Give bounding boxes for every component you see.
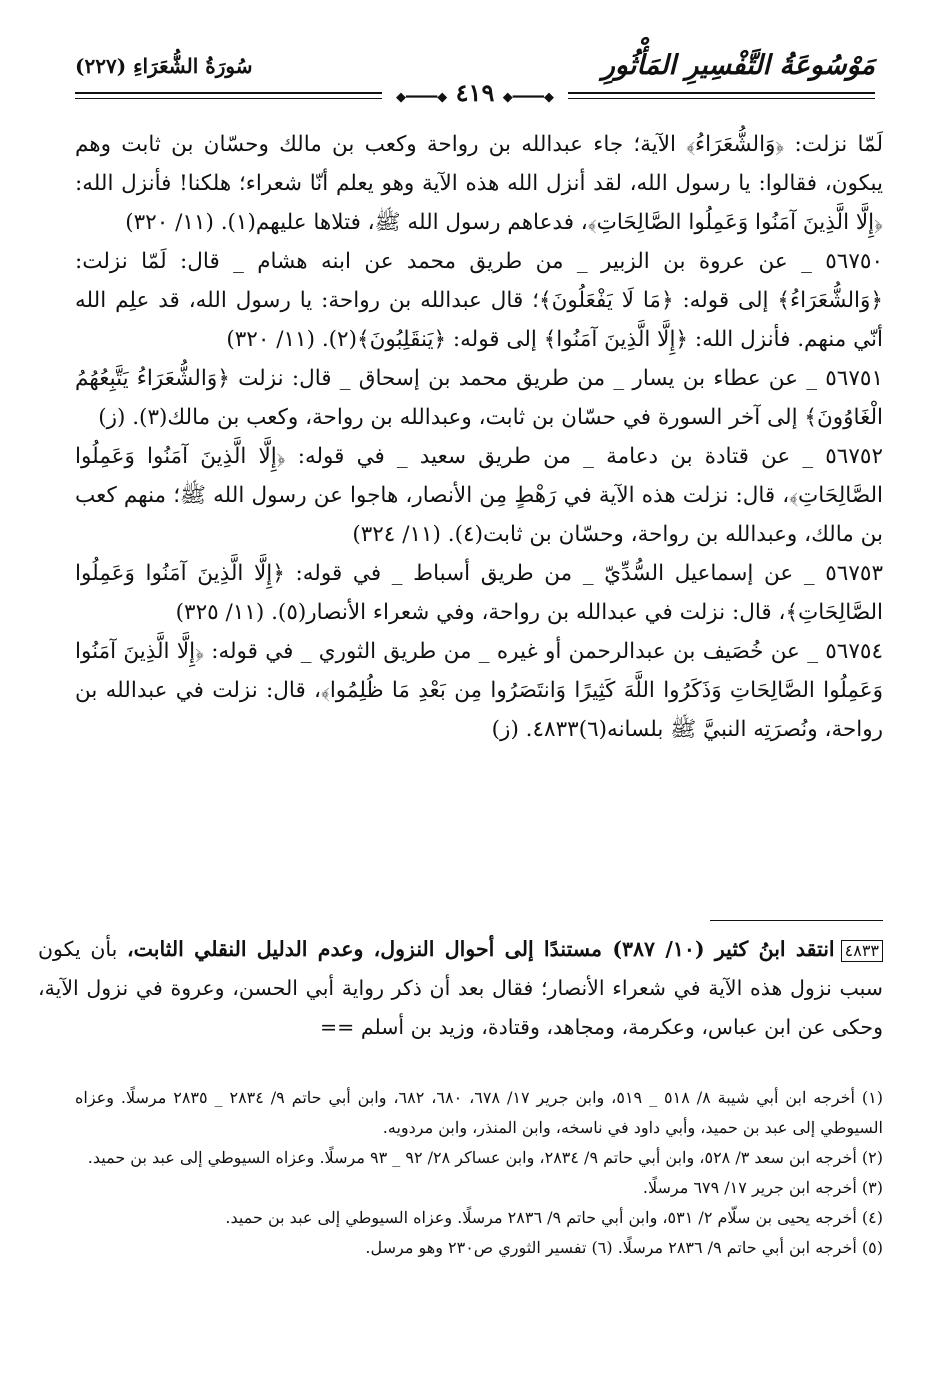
note-lead: انتقد ابنُ كثير (١٠/ ٣٨٧) مستندًا إلى أحوال النزول، وعدم الدليل النقلي الثابت،	[127, 937, 835, 961]
paragraph: ٥٦٧٥٠ _ عن عروة بن الزبير _ من طريق محمد عن ابنه هشام _ قال: لَمّا نزلت: ﴿وَالشُّعَرَاءُ﴾ إلى قوله: ﴿مَا لَا يَفْعَلُونَ﴾؛ قال عبدالله بن رواحة: يا رسول الله، قد علِم الله أنّي منهم. فأنزل الله: ﴿إِلَّا الَّذِينَ آمَنُوا﴾ إلى قوله: ﴿يَنقَلِبُونَ﴾(٢). (١١/ ٣٢٠)	[75, 249, 883, 352]
book-title: مَوْسُوعَةُ التَّفْسِيرِ المَأْثُورِ	[601, 50, 875, 81]
paragraph: ٥٦٧٥٢ _ عن قتادة بن دعامة _ من طريق سعيد _ في قوله: ﴿إِلَّا الَّذِينَ آمَنُوا وَعَمِلُوا الصَّالِحَاتِ﴾، قال: نزلت هذه الآية في رَهْطٍ مِن الأنصار، هاجوا عن رسول الله ﷺ؛ منهم كعب بن مالك، وعبدالله بن رواحة، وحسّان بن ثابت(٤). (١١/ ٣٢٤)	[75, 444, 883, 547]
note-text: بأن يكون سبب نزول هذه الآية في شعراء الأنصار؛ فقال بعد أن ذكر رواية أبي الحسن، وعروة في نزول الآية، وحكى عن ابن عباس، وعكرمة، ومجاهد، وقتادة، وزيد بن أسلم ==	[38, 937, 883, 1039]
ornament-left: ◆━━━━◆	[395, 90, 448, 105]
paragraph: ٥٦٧٥١ _ عن عطاء بن يسار _ من طريق محمد بن إسحاق _ قال: نزلت ﴿وَالشُّعَرَاءُ يَتَّبِعُهُمُ الْغَاوُونَ﴾ إلى آخر السورة في حسّان بن ثابت، وعبدالله بن رواحة، وكعب بن مالك(٣). (ز)	[75, 366, 883, 430]
page-number: ٤١٩	[455, 78, 495, 107]
page-header	[75, 50, 875, 110]
footnote: (٤) أخرجه يحيى بن سلّام ٢/ ٥٣١، وابن أبي حاتم ٩/ ٢٨٣٦ مرسلًا. وعزاه السيوطي إلى عبد بن حميد.	[225, 1208, 883, 1227]
paragraph: ٥٦٧٥٤ _ عن خُصَيف بن عبدالرحمن أو غيره _ من طريق الثوري _ في قوله: ﴿إِلَّا الَّذِينَ آمَنُوا وَعَمِلُوا الصَّالِحَاتِ وَذَكَرُوا اللَّهَ كَثِيرًا وَانتَصَرُوا مِن بَعْدِ مَا ظُلِمُوا﴾، قال: نزلت في عبدالله بن رواحة، ونُصرَتِه النبيَّ ﷺ بلسانه(٦)٤٨٣٣. (ز)	[75, 639, 883, 742]
paragraph: لَمّا نزلت: ﴿وَالشُّعَرَاءُ﴾ الآية؛ جاء عبدالله بن رواحة وكعب بن مالك وحسّان بن ثابت وهم يبكون، فقالوا: يا رسول الله، لقد أنزل الله هذه الآية وهو يعلم أنّا شعراء؛ هلكنا! فأنزل الله: ﴿إِلَّا الَّذِينَ آمَنُوا وَعَمِلُوا الصَّالِحَاتِ﴾، فدعاهم رسول الله ﷺ، فتلاها عليهم(١). (١١/ ٣٢٠)	[75, 132, 883, 235]
footnote: (١) أخرجه ابن أبي شيبة ٨/ ٥١٨ _ ٥١٩، وابن جرير ١٧/ ٦٧٨، ٦٨٠، ٦٨٢، وابن أبي حاتم ٩/ ٢٨٣٤ _ ٢٨٣٥ مرسلًا. وعزاه السيوطي إلى عبد بن حميد، وأبي داود في ناسخه، وابن المنذر، وابن مردويه.	[75, 1088, 884, 1137]
page-number-group	[382, 78, 568, 107]
note-number-box: ٤٨٣٣	[841, 940, 883, 962]
note-divider	[710, 920, 883, 921]
paragraph: ٥٦٧٥٣ _ عن إسماعيل السُّدِّيّ _ من طريق أسباط _ في قوله: ﴿إِلَّا الَّذِينَ آمَنُوا وَعَمِلُوا الصَّالِحَاتِ﴾، قال: نزلت في عبدالله بن رواحة، وفي شعراء الأنصار(٥). (١١/ ٣٢٥)	[75, 561, 883, 625]
commentary-note	[38, 930, 883, 1047]
footnote: (٣) أخرجه ابن جرير ١٧/ ٦٧٩ مرسلًا.	[642, 1178, 883, 1197]
footnote: (٢) أخرجه ابن سعد ٣/ ٥٢٨، وابن أبي حاتم ٩/ ٢٨٣٤، وابن عساكر ٢٨/ ٩٢ _ ٩٣ مرسلًا. وعزاه السيوطي إلى عبد بن حميد.	[87, 1148, 883, 1167]
sura-label: سُورَةُ الشُّعَرَاءِ (٢٢٧)	[75, 54, 253, 78]
main-text	[75, 125, 883, 749]
ornament-right: ◆━━━━◆	[502, 90, 555, 105]
footnotes	[75, 1083, 883, 1263]
footnote: (٥) أخرجه ابن أبي حاتم ٩/ ٢٨٣٦ مرسلًا. (٦) تفسير الثوري ص٢٣٠ وهو مرسل.	[365, 1238, 883, 1257]
